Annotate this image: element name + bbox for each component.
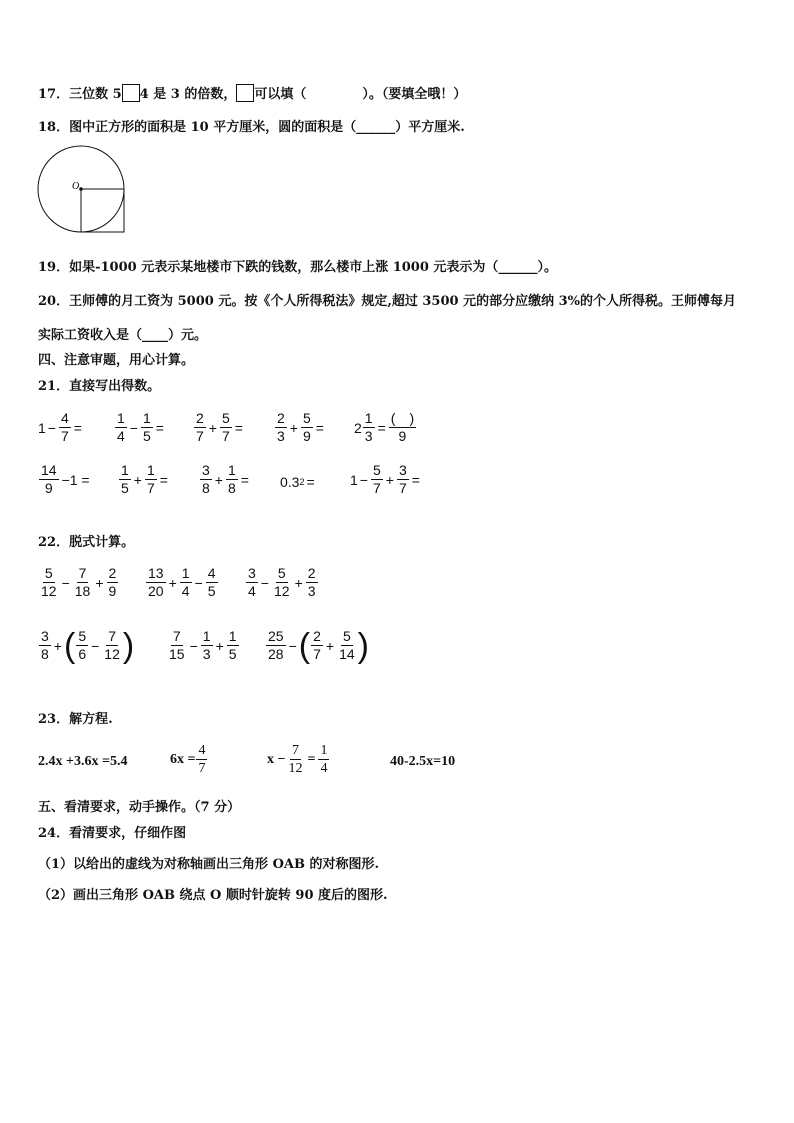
question-18: 18．图中正方形的面积是 10 平方厘米，圆的面积是（______）平方厘米. [38, 120, 465, 135]
fraction: $\frac{7}{12}$ [288, 743, 303, 776]
question-24-part1: （1）以给出的虚线为对称轴画出三角形 OAB 的对称图形. [38, 857, 380, 872]
fraction: $\frac{7}{18}$ [74, 565, 91, 599]
question-23-title: 23．解方程. [38, 712, 113, 727]
q22-expr-1: $\frac{5}{12}$ − $\frac{7}{18}$ + $\frac{2}{9}$ [41, 565, 117, 599]
fraction: $\frac{1}{4}$ [181, 565, 190, 599]
question-19: 19．如果-1000 元表示某地楼市下跌的钱数，那么楼市上涨 1000 元表示为（______）。 [38, 260, 557, 275]
q21-expr-4: $\frac{2}{3}$ + $\frac{5}{9}$ = [277, 410, 324, 444]
q23-eq-2: 6x = $\frac{4}{7}$ [170, 743, 206, 776]
q21-expr-5: 2 $\frac{1}{3}$ = $\frac{( )}{9}$ [354, 410, 415, 444]
fraction: $\frac{4}{7}$ [198, 743, 206, 776]
fraction: $\frac{13}{20}$ [148, 565, 164, 599]
answer-fraction[interactable]: $\frac{( )}{9}$ [390, 410, 415, 444]
fraction: $\frac{5}{12}$ [273, 565, 290, 599]
fraction: $\frac{1}{4}$ [117, 410, 125, 444]
fraction: $\frac{1}{5}$ [121, 462, 129, 496]
fraction: $\frac{5}{7}$ [372, 462, 381, 496]
fraction: $\frac{7}{12}$ [104, 628, 120, 662]
fraction: $\frac{7}{15}$ [169, 628, 185, 662]
q22-expr-6: $\frac{25}{28}$ − ( $\frac{2}{7}$ + $\frac{5}{14}$ ) [268, 626, 369, 665]
center-point [79, 187, 83, 191]
fraction: $\frac{25}{28}$ [268, 628, 284, 662]
q21-expr-8: $\frac{3}{8}$ + $\frac{1}{8}$ = [202, 462, 249, 496]
section-5-heading: 五、看清要求，动手操作。（7 分） [38, 800, 241, 815]
square [81, 189, 124, 232]
fraction: $\frac{5}{12}$ [41, 565, 57, 599]
circle-square-figure [36, 144, 128, 236]
q21-expr-6: $\frac{14}{9}$ −1 = [41, 462, 90, 496]
fraction: $\frac{2}{7}$ [313, 628, 321, 662]
fraction: $\frac{1}{3}$ [202, 628, 211, 662]
q23-eq-4: 40-2.5x=10 [390, 754, 456, 769]
digit-box[interactable] [236, 84, 254, 102]
fraction: $\frac{5}{9}$ [302, 410, 311, 444]
fraction: $\frac{1}{3}$ [364, 410, 373, 444]
q22-expr-5: $\frac{7}{15}$ − $\frac{1}{3}$ + $\frac{1}{5}$ [169, 628, 237, 662]
fraction: $\frac{3}{8}$ [41, 628, 49, 662]
section-4-heading: 四、注意审题，用心计算。 [38, 353, 195, 368]
fraction: $\frac{5}{14}$ [339, 628, 355, 662]
fraction: $\frac{14}{9}$ [41, 462, 57, 496]
q22-expr-2: $\frac{13}{20}$ + $\frac{1}{4}$ − $\frac{4}{5}$ [148, 565, 216, 599]
fraction: $\frac{5}{6}$ [78, 628, 87, 662]
q23-eq-1: 2.4x +3.6x =5.4 [38, 754, 128, 769]
fraction: $\frac{2}{9}$ [108, 565, 117, 599]
fraction: $\frac{3}{4}$ [248, 565, 256, 599]
q21-expr-7: $\frac{1}{5}$ + $\frac{1}{7}$ = [121, 462, 168, 496]
fraction: $\frac{2}{7}$ [196, 410, 204, 444]
fraction: $\frac{1}{7}$ [146, 462, 155, 496]
fraction: $\frac{1}{8}$ [227, 462, 236, 496]
q22-expr-3: $\frac{3}{4}$ − $\frac{5}{12}$ + $\frac{2}{3}$ [248, 565, 316, 599]
question-17: 17．三位数 5 4 是 3 的倍数， 可以填（ ）。（要填全哦！） [38, 83, 466, 102]
fraction: $\frac{2}{3}$ [277, 410, 285, 444]
question-20-line1: 20．王师傅的月工资为 5000 元。按《个人所得税法》规定,超过 3500 元的部分应缴纳 3%的个人所得税。王师傅每月 [38, 294, 737, 309]
q21-expr-2: $\frac{1}{4}$ − $\frac{1}{5}$ = [117, 410, 164, 444]
answer-blank[interactable]: ____ [142, 328, 169, 343]
q21-expr-1: 1 − $\frac{4}{7}$ = [38, 410, 82, 444]
q21-expr-10: 1 − $\frac{5}{7}$ + $\frac{3}{7}$ = [350, 462, 420, 496]
fraction: $\frac{3}{7}$ [398, 462, 407, 496]
question-20-line2: 实际工资收入是（____）元。 [38, 328, 208, 343]
q22-expr-4: $\frac{3}{8}$ + ( $\frac{5}{6}$ − $\frac{7}{12}$ ) [41, 626, 135, 665]
fraction: $\frac{5}{7}$ [221, 410, 230, 444]
digit-box[interactable] [122, 84, 140, 102]
fraction: $\frac{1}{5}$ [142, 410, 151, 444]
fraction: $\frac{3}{8}$ [202, 462, 210, 496]
question-24-part2: （2）画出三角形 OAB 绕点 O 顺时针旋转 90 度后的图形. [38, 888, 388, 903]
q21-expr-3: $\frac{2}{7}$ + $\frac{5}{7}$ = [196, 410, 243, 444]
fraction: $\frac{4}{7}$ [60, 410, 69, 444]
answer-blank[interactable]: ______ [356, 120, 396, 135]
q23-eq-3: x − $\frac{7}{12}$ = $\frac{1}{4}$ [267, 743, 328, 776]
question-22-title: 22．脱式计算。 [38, 535, 135, 550]
fraction: $\frac{1}{5}$ [228, 628, 237, 662]
question-21-title: 21．直接写出得数。 [38, 379, 161, 394]
fraction: $\frac{2}{3}$ [307, 565, 316, 599]
center-label: O [72, 181, 80, 192]
fraction: $\frac{1}{4}$ [320, 743, 328, 776]
q21-expr-9: 0.3 2 = [280, 474, 315, 490]
fraction: $\frac{4}{5}$ [207, 565, 216, 599]
answer-blank[interactable]: ______ [498, 260, 538, 275]
question-24-title: 24．看清要求，仔细作图 [38, 826, 187, 841]
